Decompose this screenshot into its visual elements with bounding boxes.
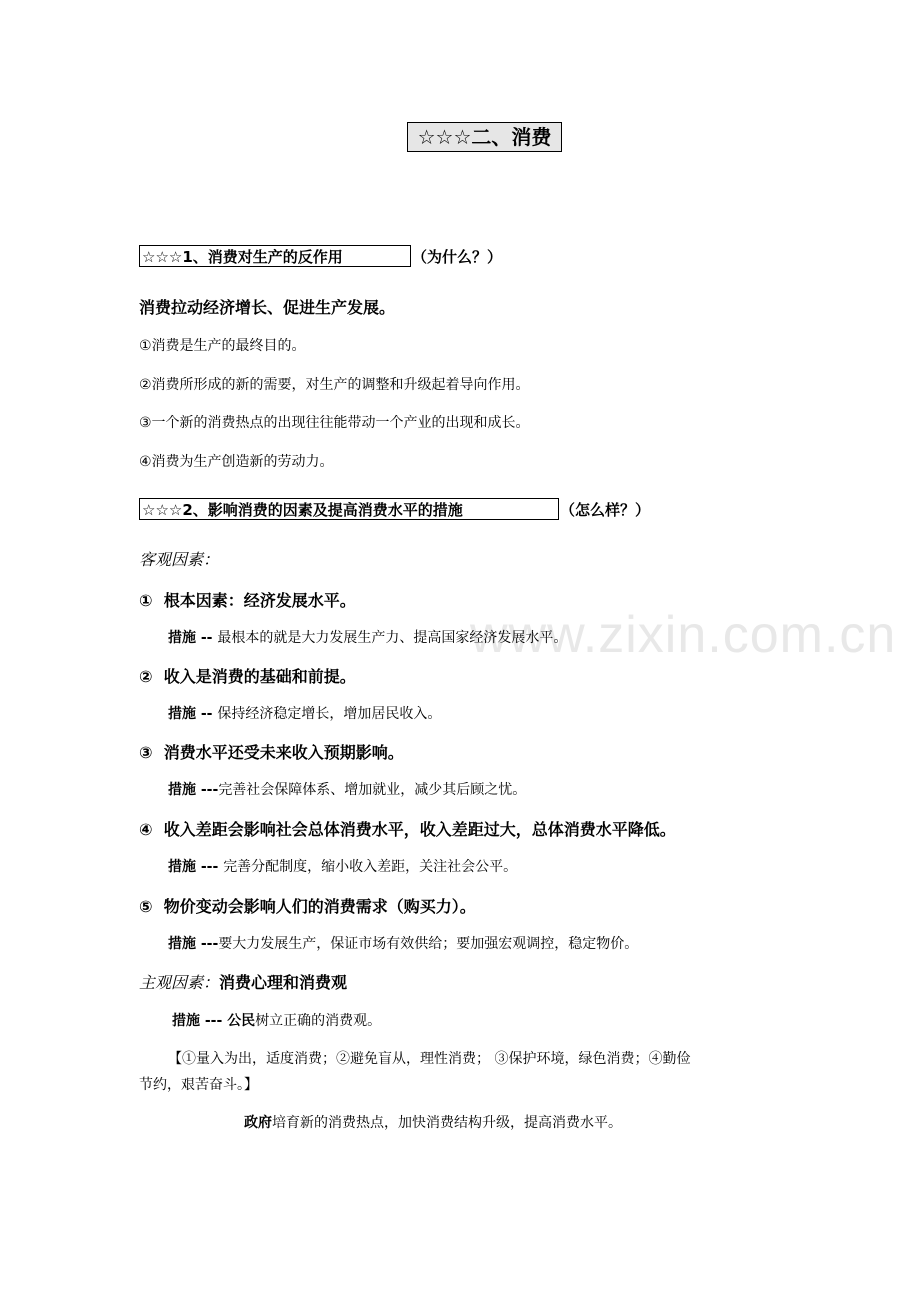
measure-text: 最根本的就是大力发展生产力、提高国家经济发展水平。 — [217, 630, 568, 646]
section1-point-4: ④消费为生产创造新的劳动力。 — [139, 454, 334, 470]
subjective-title: 消费心理和消费观 — [219, 973, 348, 992]
factor-number: ④ — [139, 820, 153, 839]
page-title: ☆☆☆二、消费 — [407, 122, 562, 152]
factor-number: ⑤ — [139, 897, 153, 916]
measure-2 — [168, 703, 441, 723]
measure-dash: --- — [196, 782, 219, 798]
section2-hint: （怎么样？） — [560, 501, 651, 519]
factor-3 — [139, 740, 404, 763]
factor-1 — [139, 588, 356, 611]
government-measure — [244, 1112, 622, 1132]
measure-dash: --- — [200, 1013, 228, 1029]
factor-number: ② — [139, 667, 153, 686]
measure-label: 措施 — [168, 782, 196, 798]
factor-number: ① — [139, 591, 153, 610]
consumer-principles-line2: 节约，艰苦奋斗。】 — [139, 1077, 258, 1093]
citizen-text: 树立正确的消费观。 — [255, 1013, 382, 1029]
citizen-measure — [172, 1010, 381, 1030]
factor-title: 消费水平还受未来收入预期影响。 — [163, 743, 404, 762]
measure-text: 完善分配制度，缩小收入差距，关注社会公平。 — [223, 859, 518, 875]
factor-4 — [139, 817, 676, 840]
factor-5 — [139, 894, 476, 917]
subjective-heading — [139, 970, 347, 993]
measure-4 — [168, 856, 517, 876]
section1-hint: （为什么？） — [412, 248, 503, 266]
measure-3 — [168, 779, 526, 799]
consumer-principles-line1: 【①量入为出，适度消费；②避免盲从，理性消费； ③保护环境，绿色消费；④勤俭 — [168, 1051, 691, 1067]
section1-point-2: ②消费所形成的新的需要，对生产的调整和升级起着导向作用。 — [139, 377, 530, 393]
measure-1 — [168, 627, 567, 647]
factor-title: 收入是消费的基础和前提。 — [163, 667, 356, 686]
factor-title: 物价变动会影响人们的消费需求（购买力）。 — [163, 897, 476, 916]
measure-dash: -- — [196, 630, 218, 646]
measure-dash: --- — [196, 936, 219, 952]
government-label: 政府 — [244, 1115, 272, 1131]
measure-label: 措施 — [168, 859, 196, 875]
section1-heading: ☆☆☆1、消费对生产的反作用 — [139, 245, 411, 267]
factor-title: 收入差距会影响社会总体消费水平，收入差距过大，总体消费水平降低。 — [163, 820, 676, 839]
government-text: 培育新的消费热点，加快消费结构升级，提高消费水平。 — [272, 1115, 622, 1131]
measure-label: 措施 — [172, 1013, 200, 1029]
section1-lead: 消费拉动经济增长、促进生产发展。 — [139, 298, 396, 317]
measure-dash: -- — [196, 706, 218, 722]
measure-5 — [168, 933, 638, 953]
section1-point-1: ①消费是生产的最终目的。 — [139, 338, 306, 354]
measure-text: 完善社会保障体系、增加就业，减少其后顾之忧。 — [218, 782, 527, 798]
objective-label: 客观因素： — [139, 550, 220, 569]
factor-number: ③ — [139, 743, 153, 762]
measure-label: 措施 — [168, 706, 196, 722]
measure-label: 措施 — [168, 936, 196, 952]
measure-label: 措施 — [168, 630, 196, 646]
measure-text: 保持经济稳定增长，增加居民收入。 — [217, 706, 442, 722]
citizen-label: 公民 — [227, 1013, 256, 1029]
subjective-label: 主观因素： — [139, 973, 220, 992]
watermark: www.zixin.com.cn — [470, 606, 897, 664]
section2-heading: ☆☆☆2、影响消费的因素及提高消费水平的措施 — [139, 498, 559, 520]
measure-dash: --- — [196, 859, 224, 875]
section1-point-3: ③一个新的消费热点的出现往往能带动一个产业的出现和成长。 — [139, 415, 530, 431]
measure-text: 要大力发展生产，保证市场有效供给；要加强宏观调控，稳定物价。 — [218, 936, 639, 952]
factor-title: 根本因素：经济发展水平。 — [163, 591, 356, 610]
factor-2 — [139, 664, 356, 687]
